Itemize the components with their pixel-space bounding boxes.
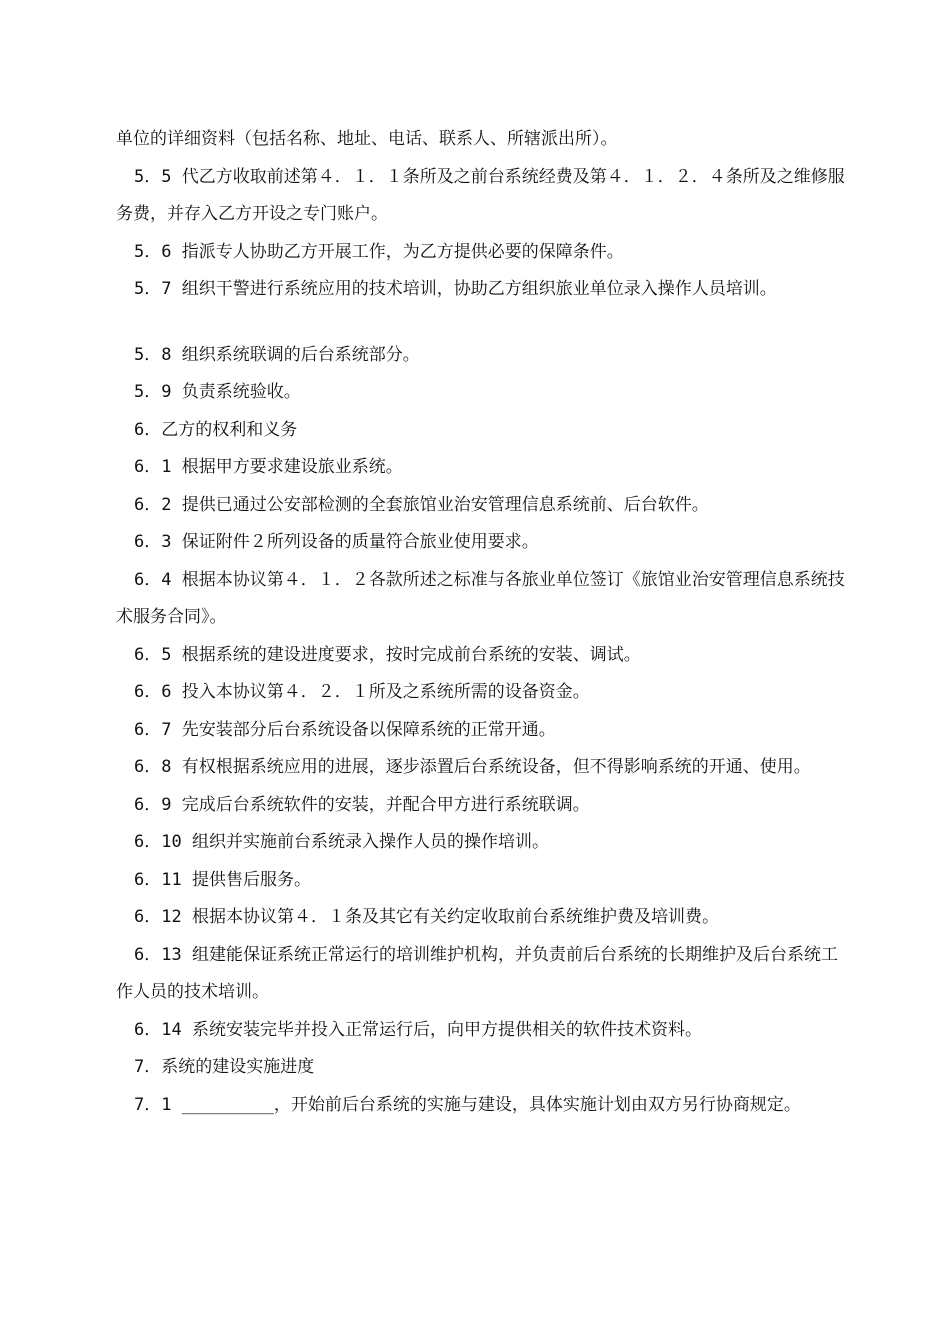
document-body xyxy=(116,121,846,1124)
section-6-heading: 6．乙方的权利和义务 xyxy=(134,419,298,440)
clause-6-3: 6．3 保证附件２所列设备的质量符合旅业使用要求。 xyxy=(134,532,539,552)
clause-6-7: 6．7 先安装部分后台系统设备以保障系统的正常开通。 xyxy=(134,719,556,740)
clause-7-1: 7．1 _________，开始前后台系统的实施与建设，具体实施计划由双方另行协商规定。 xyxy=(134,1094,801,1115)
clause-6-1: 6．1 根据甲方要求建设旅业系统。 xyxy=(134,457,403,477)
clause-5-5: 5．5 代乙方收取前述第４．１．１条所及之前台系统经费及第４．１．２．４条所及之维修服务费，并存入乙方开设之专门账户。 xyxy=(116,166,845,224)
clause-6-9: 6．9 完成后台系统软件的安装，并配合甲方进行系统联调。 xyxy=(134,794,590,815)
clause-6-6: 6．6 投入本协议第４．２．１所及之系统所需的设备资金。 xyxy=(134,682,590,702)
paragraph-spacer xyxy=(116,309,846,337)
clause-5-7: 5．7 组织干警进行系统应用的技术培训，协助乙方组织旅业单位录入操作人员培训。 xyxy=(134,279,777,299)
clause-6-11: 6．11 提供售后服务。 xyxy=(134,869,311,890)
clause-6-2: 6．2 提供已通过公安部检测的全套旅馆业治安管理信息系统前、后台软件。 xyxy=(134,494,709,515)
clause-5-6: 5．6 指派专人协助乙方开展工作，为乙方提供必要的保障条件。 xyxy=(134,241,624,262)
clause-6-5: 6．5 根据系统的建设进度要求，按时完成前台系统的安装、调试。 xyxy=(134,644,641,665)
section-7-heading: 7．系统的建设实施进度 xyxy=(134,1057,315,1077)
paragraph-5-4-continued: 单位的详细资料（包括名称、地址、电话、联系人、所辖派出所）。 xyxy=(116,129,618,149)
clause-6-14: 6．14 系统安装完毕并投入正常运行后，向甲方提供相关的软件技术资料。 xyxy=(134,1019,702,1040)
clause-6-8: 6．8 有权根据系统应用的进展，逐步添置后台系统设备，但不得影响系统的开通、使用。 xyxy=(134,757,811,777)
clause-6-12: 6．12 根据本协议第４．１条及其它有关约定收取前台系统维护费及培训费。 xyxy=(134,907,719,927)
clause-6-13: 6．13 组建能保证系统正常运行的培训维护机构，并负责前后台系统的长期维护及后台系统工作人员的技术培训。 xyxy=(116,944,838,1002)
clause-5-8: 5．8 组织系统联调的后台系统部分。 xyxy=(134,344,420,365)
clause-6-10: 6．10 组织并实施前台系统录入操作人员的操作培训。 xyxy=(134,832,549,852)
clause-6-4: 6．4 根据本协议第４．１．２各款所述之标准与各旅业单位签订《旅馆业治安管理信息系统技术服务合同》。 xyxy=(116,569,845,627)
clause-5-9: 5．9 负责系统验收。 xyxy=(134,382,301,402)
